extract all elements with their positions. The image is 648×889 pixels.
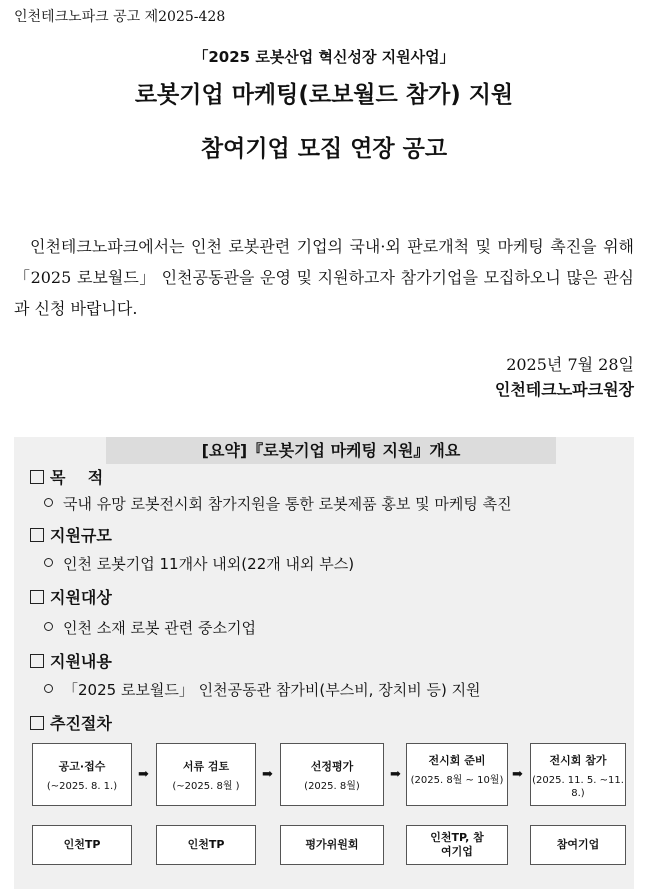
summary-title: [요약]『로봇기업 마케팅 지원』개요 — [106, 437, 556, 464]
section-item-purpose: 국내 유망 로봇전시회 참가지원을 통한 로봇제품 홍보 및 마케팅 촉진 — [44, 493, 512, 514]
process-step-3: 선정평가 (2025. 8월) — [280, 743, 384, 806]
summary-panel — [14, 437, 634, 889]
process-owner-5: 참여기업 — [530, 825, 626, 865]
arrow-right-icon: ➡ — [138, 767, 149, 782]
arrow-right-icon: ➡ — [512, 767, 523, 782]
section-item-content: 「2025 로보월드」 인천공동관 참가비(부스비, 장치비 등) 지원 — [44, 679, 481, 700]
section-item-target: 인천 소재 로봇 관련 중소기업 — [44, 617, 256, 638]
process-step-1: 공고·접수 (~2025. 8. 1.) — [32, 743, 132, 806]
circle-bullet-icon — [44, 684, 53, 693]
circle-bullet-icon — [44, 622, 53, 631]
arrow-right-icon: ➡ — [262, 767, 273, 782]
section-heading-purpose: 목 적 — [30, 465, 103, 488]
checkbox-square-icon — [30, 528, 44, 542]
process-step-4: 전시회 준비 (2025. 8월 ~ 10월) — [406, 743, 508, 806]
section-item-scale: 인천 로봇기업 11개사 내외(22개 내외 부스) — [44, 553, 354, 574]
checkbox-square-icon — [30, 654, 44, 668]
arrow-right-icon: ➡ — [390, 767, 401, 782]
process-step-2: 서류 검토 (~2025. 8월 ) — [156, 743, 256, 806]
circle-bullet-icon — [44, 558, 53, 567]
intro-paragraph: 인천테크노파크에서는 인천 로봇관련 기업의 국내·외 판로개척 및 마케팅 촉진을 위해 「2025 로보월드」 인천공동관을 운영 및 지원하고자 참가기업을 모집하오니 많은 관심과 신청 바랍니다. — [14, 237, 634, 318]
section-heading-target: 지원대상 — [30, 585, 112, 608]
circle-bullet-icon — [44, 498, 53, 507]
section-heading-scale: 지원규모 — [30, 523, 112, 546]
signatory: 인천테크노파크원장 — [494, 380, 634, 399]
title-line-2: 로봇기업 마케팅(로보월드 참가) 지원 — [134, 82, 514, 108]
title-line-1: 「2025 로봇산업 혁신성장 지원사업」 — [193, 48, 455, 66]
signature-block — [495, 352, 634, 402]
process-owner-1: 인천TP — [32, 825, 132, 865]
process-step-5: 전시회 참가 (2025. 11. 5. ~11. 8.) — [530, 743, 626, 806]
announcement-number: 인천테크노파크 공고 제2025-428 — [14, 9, 226, 25]
process-owner-4: 인천TP, 참여기업 — [406, 825, 508, 865]
announcement-date: 2025년 7월 28일 — [506, 355, 634, 374]
process-owner-2: 인천TP — [156, 825, 256, 865]
title-line-3: 참여기업 모집 연장 공고 — [200, 136, 448, 162]
process-owner-3: 평가위원회 — [280, 825, 384, 865]
section-heading-process: 추진절차 — [30, 711, 112, 734]
section-heading-content: 지원내용 — [30, 649, 112, 672]
checkbox-square-icon — [30, 716, 44, 730]
checkbox-square-icon — [30, 470, 44, 484]
checkbox-square-icon — [30, 590, 44, 604]
